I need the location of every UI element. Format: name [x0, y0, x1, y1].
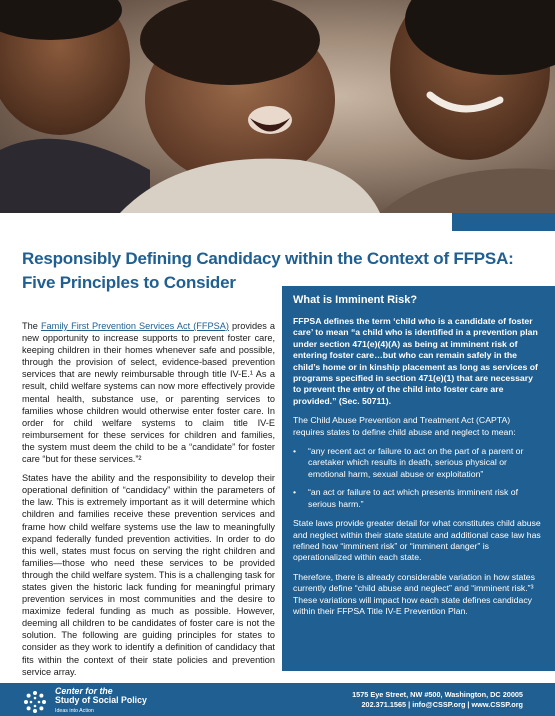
footer-contact [352, 690, 523, 710]
sidebar-bullet-list [293, 446, 541, 510]
states-paragraph: States have the ability and the responsibility to develop their operational definition of “candidacy” within the parameters of the law. This is extremely important as it will determine which children and families receive these prevention services and frame how child welfare systems use the law to meaningfully expand federally funded prevention activities. In order to do this well, states must focus on serving the right children and families—those who need these services to be provided through the child welfare system. This is a challenging task for states given the historic lack funding for meaningful primary prevention services in most communities and the desire to maximize federal funding as much as possible. However, deeming all children to be candidates of foster care is not the solution. The following are guiding principles for states to consider as they work to identify a definition of candidacy that fits within the context of their state policies and prevention service array. [22, 473, 275, 677]
imminent-risk-sidebar [282, 286, 555, 671]
footer-address: 1575 Eye Street, NW #500, Washington, DC 20005 [352, 690, 523, 699]
org-name [55, 687, 147, 716]
intro-paragraph [22, 320, 275, 465]
intro-lead: The [22, 321, 41, 331]
accent-band [452, 213, 555, 231]
cssp-logo-block[interactable] [22, 687, 147, 716]
hero-photo [0, 0, 555, 213]
footer-contact-line[interactable]: 202.371.1565 | info@CSSP.org | www.CSSP.org [361, 700, 523, 709]
org-name-line1: Center for the [55, 686, 113, 696]
org-tagline: Ideas into Action [55, 708, 94, 714]
sidebar-state-laws: State laws provide greater detail for what constitutes child abuse and neglect within their state statute and additional case law has refined how “imminent risk” or “imminent danger” is operationalized within each state. [293, 518, 541, 563]
family-photo-illustration [0, 0, 555, 213]
sidebar-variation: Therefore, there is already considerable variation in how states currently define “child abuse and neglect” and “imminent risk.”³ These variations will impact how each state defines candidacy within their FFPSA Title IV-E Prevention Plan. [293, 571, 535, 616]
main-text-column [22, 320, 275, 685]
sidebar-bullet: • “an act or failure to act which presents imminent risk of serious harm.” [293, 487, 541, 510]
sidebar-definition: FFPSA defines the term ‘child who is a candidate of foster care’ to mean “a child who is identified in a prevention plan under section 471(e)(4)(A) as being at imminent risk of entering foster care…but who can remain safely in the child’s home or in kinship placement as long as services of programs specified in section 471(e)(1) that are necessary to prevent the entry of the child into foster care are provided.” (Sec. 50711). [293, 316, 538, 406]
sidebar-heading: What is Imminent Risk? [293, 294, 418, 306]
cssp-logo-icon [22, 689, 48, 715]
intro-body: provides a new opportunity to increase supports to prevent foster care, keeping children in their homes whenever safe and possible, through the provision of select, evidence-based prevention services that are newly reimbursable through title IV-E.¹ As a result, child welfare systems can now more effectively provide mental health, substance use, or parenting services to families whose children would otherwise enter foster care. In order for child welfare systems to claim title IV-E reimbursement for these services for children and families, the system must deem the child to be a “candidate” for foster care “but for these services.”² [22, 321, 275, 465]
sidebar-capta: The Child Abuse Prevention and Treatment Act (CAPTA) requires states to define child abuse and neglect to mean: [293, 415, 516, 437]
org-name-line2: Study of Social Policy [55, 695, 147, 705]
ffpsa-link[interactable]: Family First Prevention Services Act (FFPSA) [40, 321, 229, 331]
sidebar-bullet: • “any recent act or failure to act on the part of a parent or caretaker which results in death, serious physical or emotional harm, sexual abuse or exploitation” [293, 446, 541, 480]
page-title: Responsibly Defining Candidacy within the Context of FFPSA: Five Principles to Consider [22, 249, 514, 292]
